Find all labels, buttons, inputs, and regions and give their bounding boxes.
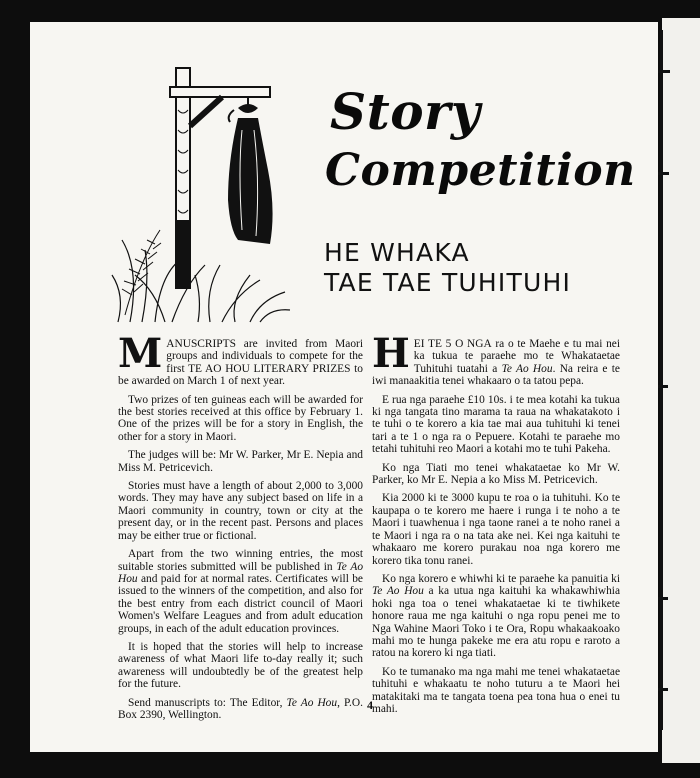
subtitle-line-2: TAE TAE TUHITUHI bbox=[324, 268, 572, 297]
paragraph: Kia 2000 ki te 3000 kupu te roa o ia tuhituhi. Ko te kaupapa o te korero me haere i runga i te noho a te Maori i tuawhenua i nga taone ranei a te noho ranei a te Maori i nga ra o na tata ake nei. Kei nga kaituhi te whakaaro me korero purakau noa nga korero me korero tika tonu ranei. bbox=[372, 492, 620, 567]
paragraph: Ko nga korero e whiwhi ki te paraehe ka panuitia ki Te Ao Hou a ka utua nga kaituhi ka whakawhiwhia hoki nga toa o tenei whakataetae ki te tiwhikete honore raua me nga kaituhi o nga ropu penei me to Nga Wahine Maori Toko i te Ora, Ropu whakaakoako mahi mo te hunga pakeke me era atu ropu e raroto a ratou na korero ki nga tiati. bbox=[372, 572, 620, 660]
drop-cap: M bbox=[118, 330, 163, 377]
page-edge-rule bbox=[660, 30, 663, 730]
maori-column bbox=[372, 330, 621, 721]
title-competition: Competition bbox=[325, 145, 636, 196]
paragraph: Ko te tumanako ma nga mahi me tenei whakataetae tuhituhi e whakaatu te noho tuturu a te Maori hei matakitaki ma te tangata toena pea tona hua o enei tu mahi. bbox=[372, 665, 620, 715]
paragraph: The judges will be: Mr W. Parker, Mr E. Nepia and Miss M. Petricevich. bbox=[118, 449, 363, 474]
paragraph: It is hoped that the stories will help to increase awareness of what Maori life to-day really it; such awareness will undoubtedly be of the greatest help for the future. bbox=[118, 640, 363, 691]
adjacent-page-edge bbox=[662, 18, 700, 763]
paragraph: Ko nga Tiati mo tenei whakataetae ko Mr W. Parker, ko Mr E. Nepia a ko Miss M. Petricevich. bbox=[372, 461, 620, 487]
paragraph: HEI TE 5 O NGA ra o te Maehe e tu mai nei ka tukua te paraehe mo te Whakataetae Tuhituhi tuatahi a Te Ao Hou. Na reira e te iwi manaakitia tenei whakaaro o ta tatou pepa. bbox=[372, 330, 621, 388]
subtitle-line-1: HE WHAKA bbox=[324, 238, 470, 267]
paragraph: Apart from the two winning entries, the most suitable stories submitted will be published in Te Ao Hou and paid for at normal rates. Certificates will be issued to the winners of the competition, and also for the best entry from each district council of Maori Women's Welfare Leagues and from adult education groups, in each of the adult education provinces. bbox=[118, 548, 364, 635]
paragraph: Stories must have a length of about 2,000 to 3,000 words. They may have any subject based on life in a Maori community in country, town or city at the present day, or in the recent past. Persons and places may be either true or fictional. bbox=[118, 480, 363, 542]
paragraph: Two prizes of ten guineas each will be awarded for the best stories received at this office by February 1. One of the prizes will be for a story in English, the other for a story in Maori. bbox=[118, 393, 363, 443]
drop-cap: H bbox=[372, 330, 410, 377]
paragraph: MANUSCRIPTS are invited from Maori groups and individuals to compete for the first TE AO HOU LITERARY PRIZES to be awarded on March 1 of next year. bbox=[118, 330, 363, 388]
post-and-cloak-illustration bbox=[110, 60, 295, 325]
title-story: Story bbox=[330, 82, 481, 141]
paragraph: Send manuscripts to: The Editor, Te Ao Hou, P.O. Box 2390, Wellington. bbox=[118, 696, 363, 721]
page-number: 4 bbox=[367, 698, 373, 712]
english-column bbox=[118, 330, 364, 727]
paragraph: E rua nga paraehe £10 10s. i te mea kotahi ka tukua ki nga tangata tino marama ta raua na whakatakoto i te tuhi o te korero a kia tae mai aua tuhituhi ki tenei tari a te 1 o nga ra o Pepuere. Kotahi te paraehe mo tetahi tuhituhi reo Maori a kotahi mo te tuhi Pakeha. bbox=[372, 393, 620, 456]
